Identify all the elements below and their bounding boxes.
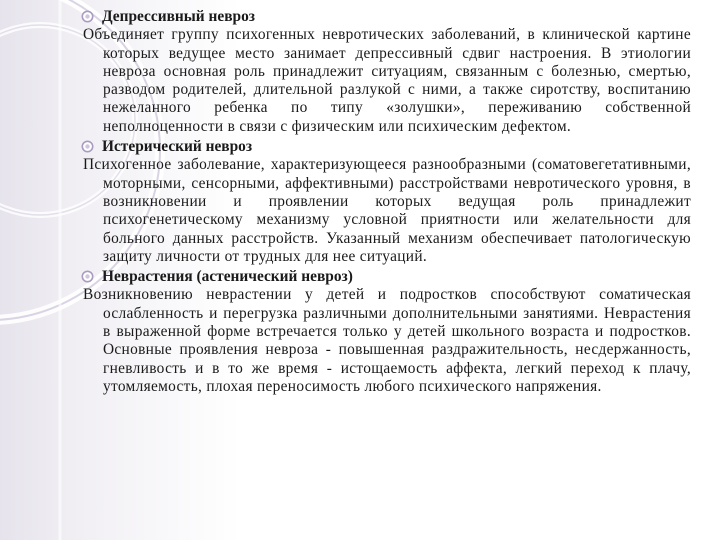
section-heading-hysterical: [83, 138, 691, 156]
section-body-depressive: Объединяет группу психогенных невротических заболеваний, в клинической картине которых ведущее место занимает депрессивный сдвиг настроения. В этиологии невроза основная роль принадлежит ситуациям, связанным с болезнью, смертью, разводом родителей, длительной разлукой с ними, а также сиротству, воспитанию нежеланного ребенка по типу «золушки», переживанию собственной неполноценности в связи с физическим или психическим дефектом.: [83, 26, 691, 135]
section-body-hysterical: Психогенное заболевание, характеризующееся разнообразными (соматовегетативными, моторными, сенсорными, аффективными) расстройствами невротического уровня, в возникновении и проявлении которых ведущая роль принадлежит психогенетическому механизму условной приятности или желательности для больного данных расстройств. Указанный механизм обеспечивает патологическую защиту личности от трудных для нее ситуаций.: [83, 156, 691, 265]
section-heading-text: Неврастения (астенический невроз): [102, 268, 353, 286]
section-heading-text: Депрессивный невроз: [102, 8, 255, 25]
section-heading-depressive: [83, 8, 691, 26]
section-heading-text: Истерический невроз: [102, 138, 253, 156]
circle-bullet-icon: [81, 270, 94, 283]
section-body-neurasthenia: Возникновению неврастении у детей и подростков способствуют соматическая ослабленность и перегрузка различными дополнительными занятиями. Неврастения в выраженной форме встречается только у детей школьного возраста и подростков. Основные проявления невроза - повышенная раздражительность, несдержанность, гневливость и в то же время - истощаемость аффекта, легкий переход к плачу, утомляемость, плохая переносимость любого психического напряжения.: [83, 286, 691, 395]
circle-bullet-icon: [81, 140, 94, 153]
section-heading-neurasthenia: [83, 268, 691, 286]
circle-bullet-icon: [81, 10, 94, 23]
content-area: [83, 6, 691, 396]
